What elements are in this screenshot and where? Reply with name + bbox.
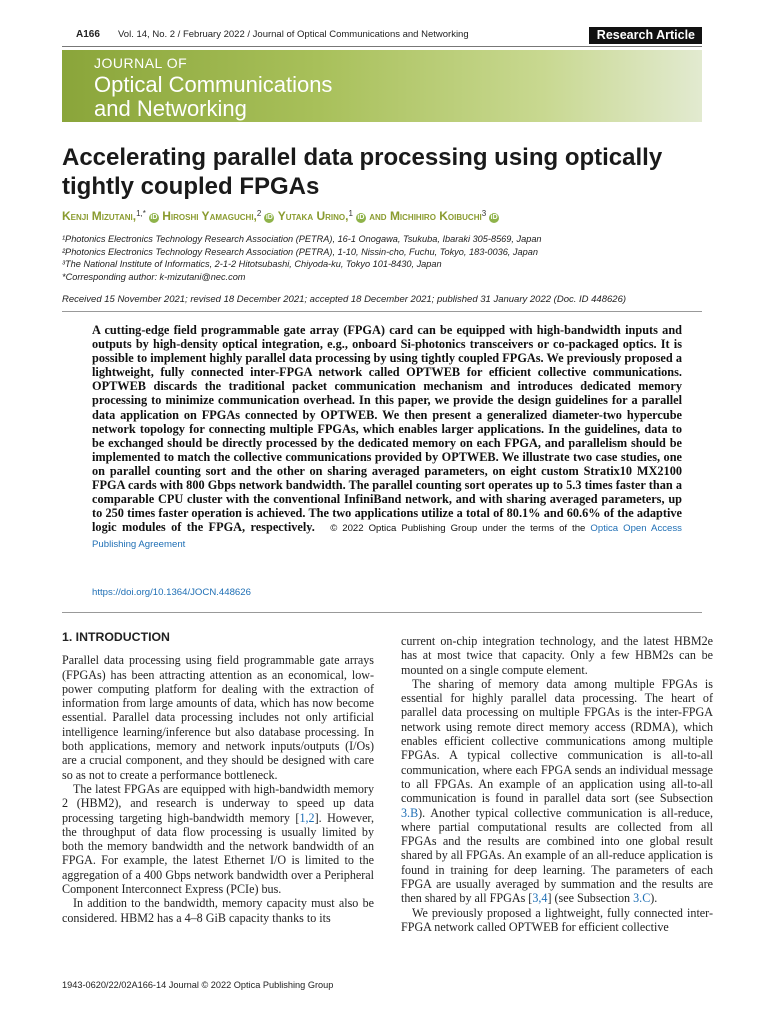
journal-name-line2: Optical Communications — [94, 72, 333, 97]
author-name[interactable]: Yutaka Urino, — [277, 209, 349, 223]
author-affiliation-mark: 3 — [481, 209, 487, 218]
orcid-icon[interactable]: iD — [265, 214, 273, 221]
paragraph: Parallel data processing using field programmable gate arrays (FPGAs) has been attracting attention as an economical, low-power computing platform for dealing with the extraction of information from large amounts of data, which has now become essential. Parallel data processing includes not only artificial intelligence learning/inference but also database processing. In both applications, memory and network inputs/outputs (I/Os) are a crucial component, and they should be designed with care so as not to create a performance bottleneck. — [62, 653, 374, 782]
journal-banner — [62, 50, 702, 122]
divider — [62, 612, 702, 613]
paragraph: We previously proposed a lightweight, fully connected inter-FPGA network called OPTWEB for efficient collective — [401, 905, 713, 934]
affiliations — [62, 233, 702, 283]
running-header — [62, 27, 702, 45]
citation-link[interactable]: 1,2 — [299, 810, 315, 825]
paragraph-text: ] (see Subsection — [547, 891, 634, 906]
journal-name-line3: and Networking — [94, 96, 247, 121]
page-footer: 1943-0620/22/02A166-14 Journal © 2022 Optica Publishing Group — [62, 980, 334, 990]
doi-link[interactable]: https://doi.org/10.1364/JOCN.448626 — [92, 587, 251, 598]
author-list — [62, 209, 722, 223]
author-affiliation-mark: 1 — [348, 209, 353, 218]
paragraph: In addition to the bandwidth, memory capacity must also be considered. HBM2 has a 4–8 GiB capacity thanks to its — [62, 896, 374, 925]
orcid-icon[interactable]: iD — [150, 214, 158, 221]
article-type-badge: Research Article — [589, 27, 702, 44]
header-rule — [62, 46, 702, 47]
paragraph-text: ]. However, the throughput of data flow processing is usually limited by both the memory bandwidth and the network bandwidth of an FPGA. For example, the latest Ethernet I/O is limited to the aggregation of a 400 Gbps network bandwidth over a Peripheral Component Interconnect Express (PCIe) bus. — [62, 810, 375, 897]
corresponding-author: *Corresponding author: k-mizutani@nec.com — [62, 271, 246, 282]
body-column-left — [62, 630, 374, 925]
affiliation-line: ²Photonics Electronics Technology Research Association (PETRA), 1-10, Nissin-cho, Fuchu, Tokyo, 183-0036, Japan — [62, 246, 538, 257]
author-conjunction: and — [369, 209, 387, 223]
citation-link[interactable]: 3,4 — [532, 891, 548, 906]
paragraph — [62, 782, 374, 896]
paragraph — [401, 677, 713, 906]
orcid-icon[interactable]: iD — [490, 214, 498, 221]
affiliation-line: ³The National Institute of Informatics, 2-1-2 Hitotsubashi, Chiyoda-ku, Tokyo 101-8430, Japan — [62, 259, 442, 269]
page-number: A166 — [76, 29, 100, 40]
author-name[interactable]: Kenji Mizutani, — [62, 209, 137, 223]
license-link[interactable]: Optica Open Access Publishing Agreement — [92, 523, 682, 551]
paragraph-text: ). Another typical collective communication is all-reduce, where partial computational results are collected from all FPGAs and the results are combined into one global result shared by all FPGAs. An example of an all-reduce application is found in training for deep learning. The parameters of each FPGA are usually averaged by summation and the results are then shared by all FPGAs [ — [401, 805, 713, 906]
divider — [62, 311, 702, 312]
paragraph-text: The latest FPGAs are equipped with high-bandwidth memory 2 (HBM2), and research is underway to speed up data processing targeting high-bandwidth memory [ — [62, 781, 374, 825]
article-title: Accelerating parallel data processing using optically tightly coupled FPGAs — [62, 144, 663, 200]
subsection-link[interactable]: 3.C — [633, 891, 651, 906]
running-head: Vol. 14, No. 2 / February 2022 / Journal of Optical Communications and Networking — [118, 29, 469, 40]
body-column-right — [401, 634, 713, 934]
paragraph-text: The sharing of memory data among multiple FPGAs is essential for highly parallel data processing. The heart of parallel data processing on multiple FPGAs is the inter-FPGA network using remote direct memory access (RDMA), which enables efficient collective communications among multiple FPGAs. A typical collective communication is all-to-all communication, where each FPGA sends an individual message to all FPGAs. An example of an application using all-to-all communication is found in parallel data sort (see Subsection — [401, 676, 713, 806]
journal-name-line1: JOURNAL OF — [94, 55, 188, 71]
author-name[interactable]: Hiroshi Yamaguchi, — [162, 209, 257, 223]
subsection-link[interactable]: 3.B — [401, 805, 419, 820]
section-heading: 1. INTRODUCTION — [62, 630, 170, 644]
author-affiliation-mark: 1,* — [136, 209, 146, 218]
abstract — [92, 323, 682, 553]
orcid-icon[interactable]: iD — [357, 214, 365, 221]
affiliation-line: ¹Photonics Electronics Technology Research Association (PETRA), 16-1 Onogawa, Tsukuba, Ibaraki 305-8569, Japan — [62, 234, 542, 244]
copyright-text: © 2022 Optica Publishing Group under the terms of the — [330, 523, 586, 535]
paragraph: current on-chip integration technology, and the latest HBM2e has at most twice that capacity. Only a few HBM2s can be mounted on a single compute element. — [401, 634, 713, 677]
author-affiliation-mark: 2 — [256, 209, 262, 218]
publication-dates: Received 15 November 2021; revised 18 December 2021; accepted 18 December 2021; published 31 January 2022 (Doc. ID 448626) — [62, 294, 627, 305]
author-name[interactable]: Michihiro Koibuchi — [389, 209, 482, 223]
abstract-text: A cutting-edge field programmable gate array (FPGA) card can be equipped with high-bandwidth inputs and outputs by high-density optical integration, e.g., onboard Si-photonics transceivers or co-packaged optics. It is possible to implement highly parallel data processing by using tightly coupled FPGAs. We previously proposed a lightweight, fully connected inter-FPGA network called OPTWEB for efficient collective communications. OPTWEB discards the traditional packet communication mechanism and introduces dedicated memory processing to minimize communication overhead. In this paper, we provide the design guidelines for a parallel data application on FPGAs connected by OPTWEB. We then present a generalized diameter-two hypercube network topology for connecting multiple FPGAs, which enables larger applications. In the guidelines, data to be exchanged should be directly processed by the dedicated memory on each FPGA, and parallelism should be implemented to match the collective communications provided by OPTWEB. We illustrate two case studies, one on parallel counting sort and the other on sharing averaged parameters, on eight custom Stratix10 MX2100 FPGA cards with 800 Gbps network bandwidth. The parallel counting sort operates up to 5.3 times faster than a comparable CPU cluster with the conventional InfiniBand network, and with sharing averaged parameters, up to 250 times faster operation is achieved. The two applications utilize a total of 80.1% and 60.6% of the adaptive logic modules of the FPGA, respectively. — [92, 323, 682, 535]
paragraph-text: ). — [650, 891, 658, 906]
